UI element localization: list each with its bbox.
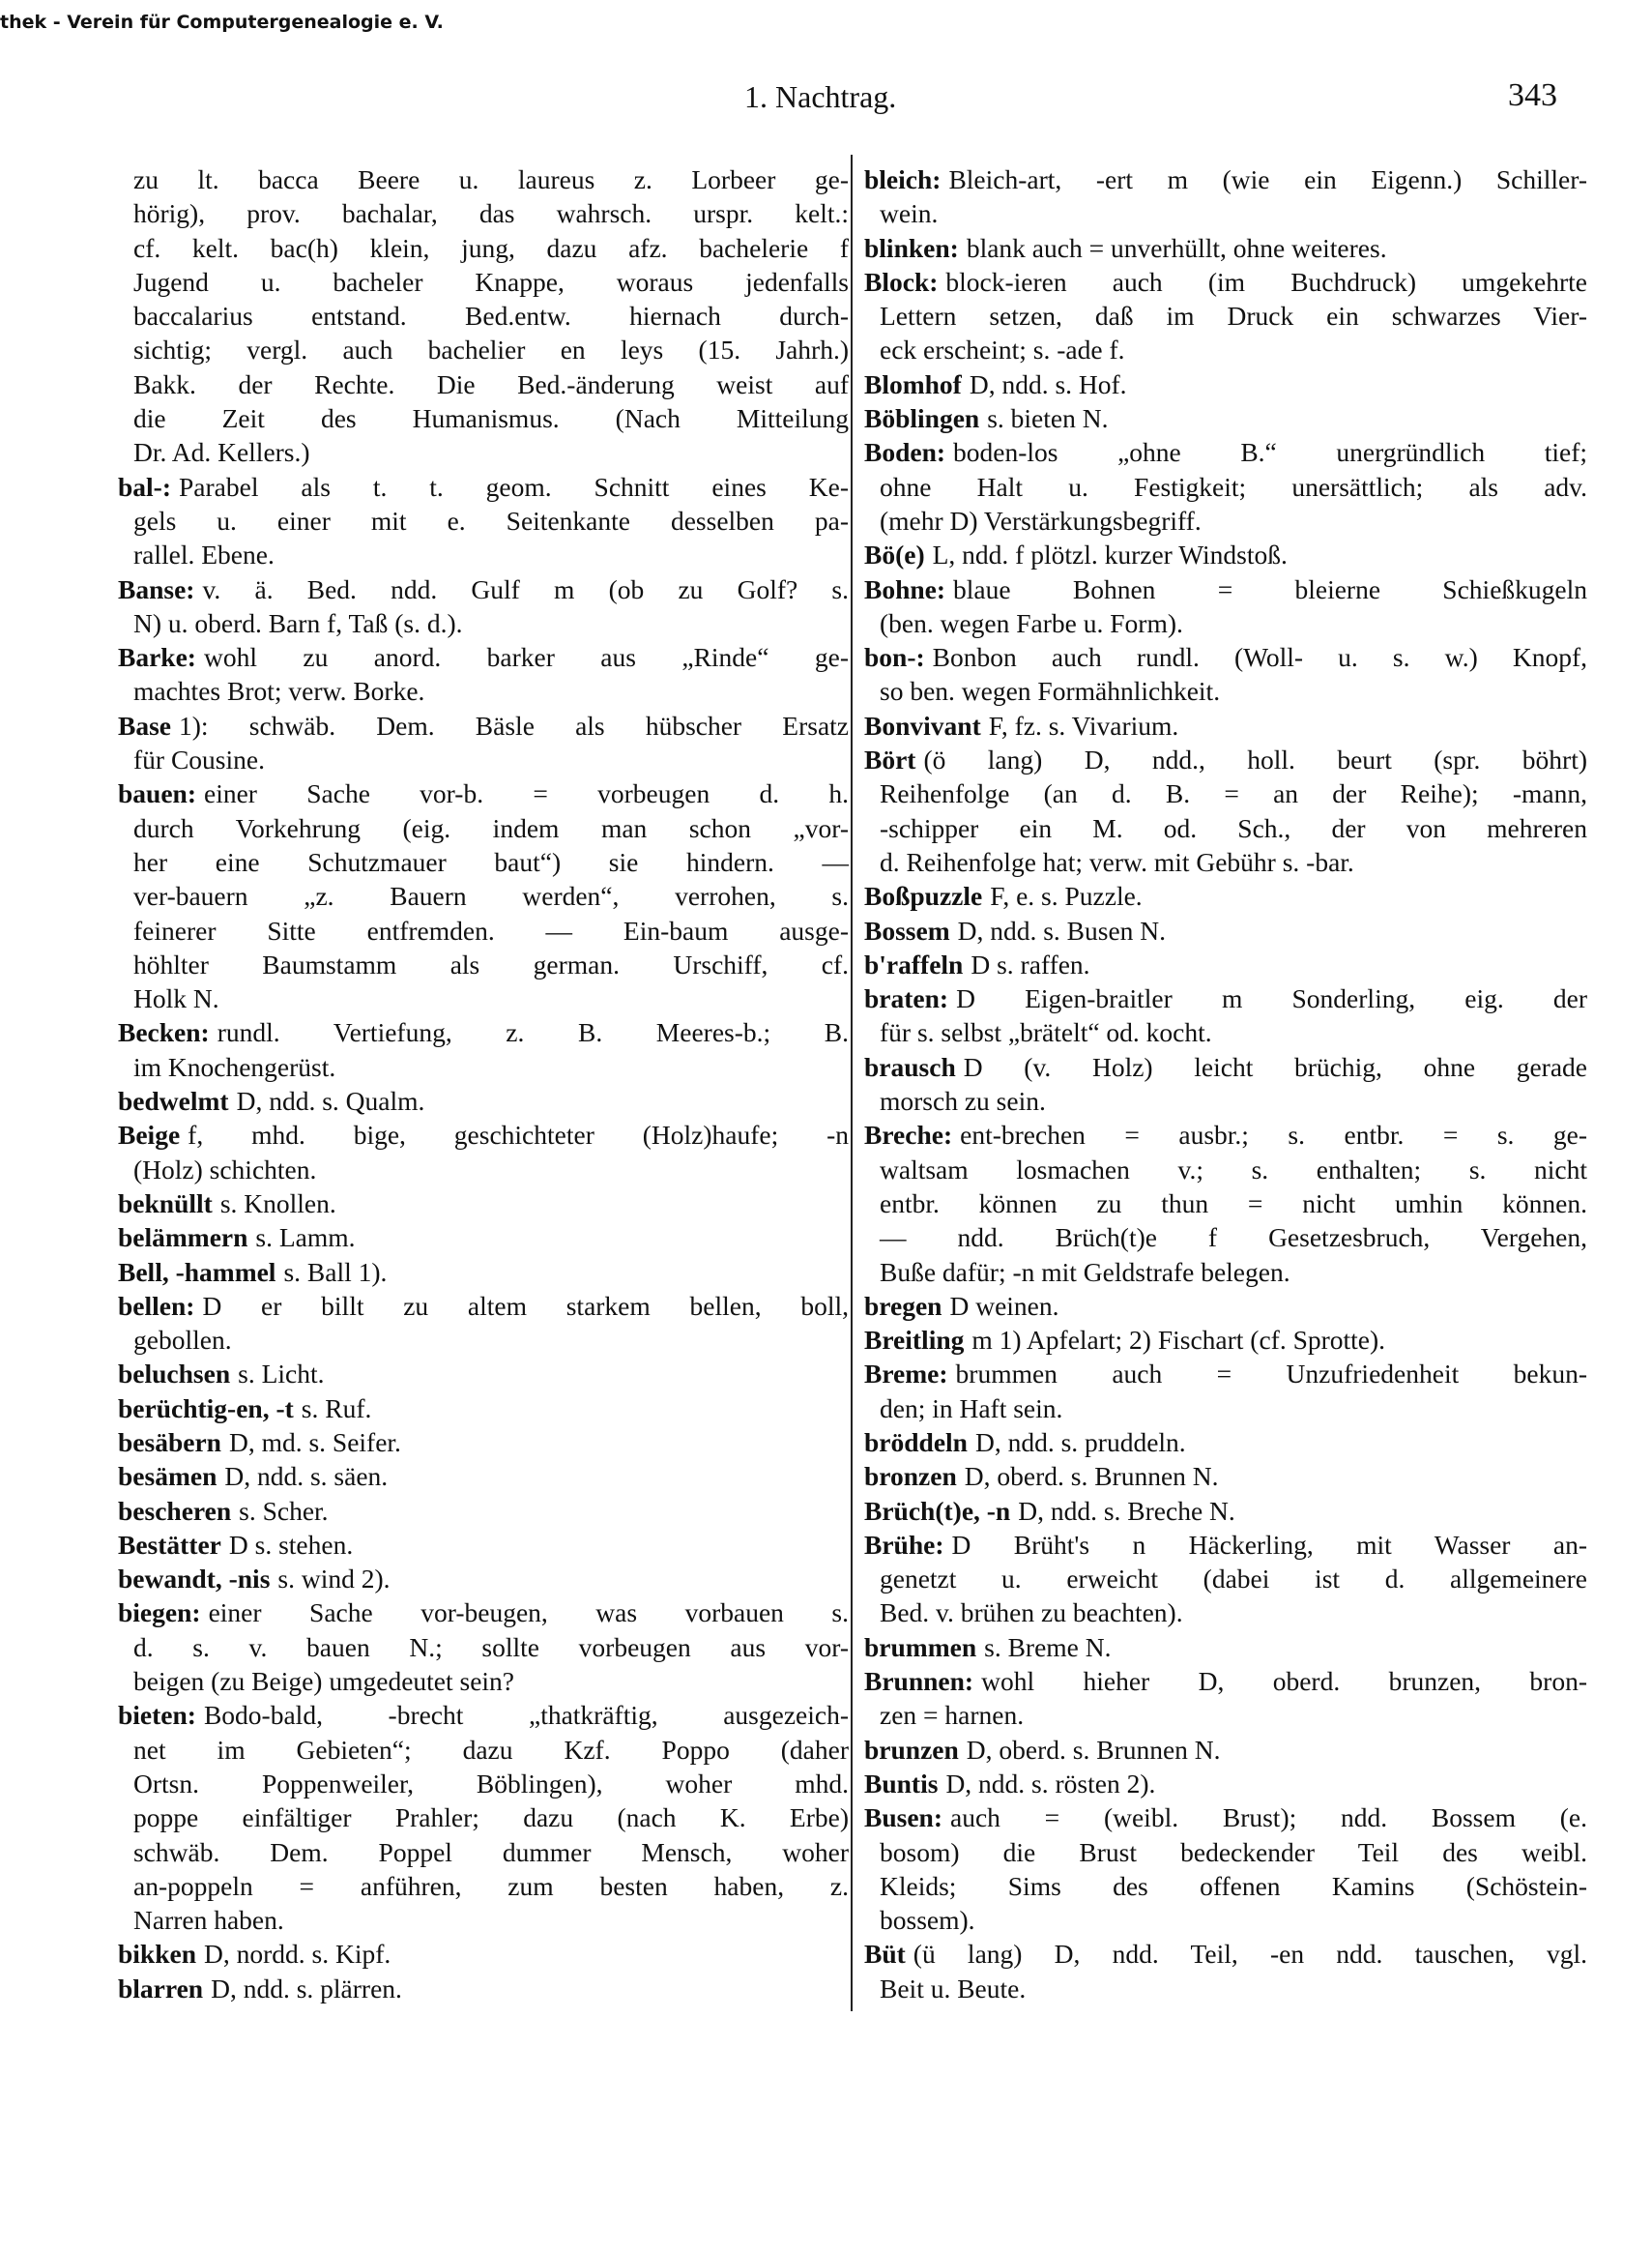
entry-text: für s. selbst „brätelt“ od. kocht. <box>880 1017 1212 1048</box>
entry-text: Bonbon auch rundl. (Woll- u. s. w.) Knopf, <box>932 642 1587 673</box>
entry-line <box>118 1220 849 1254</box>
continuation-line <box>118 879 849 913</box>
entry-text: brummen auch = Unzufriedenheit bekun- <box>955 1359 1587 1389</box>
entry-line <box>864 1494 1587 1528</box>
entry-text: (ö lang) D, ndd., holl. beurt (spr. böhrt) <box>923 745 1587 775</box>
entry-text: D, nordd. s. Kipf. <box>204 1939 391 1970</box>
headword: Brühe: <box>864 1529 944 1560</box>
entry-text: Buße dafür; -n mit Geldstrafe belegen. <box>880 1256 1290 1287</box>
entry-text: für Cousine. <box>133 745 265 775</box>
headword: belämmern <box>118 1222 248 1253</box>
headword: brunzen <box>864 1734 959 1765</box>
headword: bescheren <box>118 1495 232 1526</box>
headword: bedwelmt <box>118 1086 229 1117</box>
entry-text: entbr. können zu thun = nicht umhin können. <box>880 1187 1587 1218</box>
entry-text: rallel. Ebene. <box>133 540 275 570</box>
entry-line <box>864 162 1587 196</box>
continuation-line <box>118 1903 849 1937</box>
entry-text: d. Reihenfolge hat; verw. mit Gebühr s. -bar. <box>880 846 1354 877</box>
continuation-line <box>118 743 849 776</box>
entry-text: Narren haben. <box>133 1905 284 1936</box>
headword: brummen <box>864 1631 977 1662</box>
headword: besäbern <box>118 1426 221 1457</box>
entry-line <box>864 401 1587 435</box>
entry-text: s. Breme N. <box>984 1631 1112 1662</box>
continuation-line <box>864 1972 1587 2005</box>
entry-text: D, ndd. s. Breche N. <box>1018 1495 1235 1526</box>
entry-text: (mehr D) Verstärkungsbegriff. <box>880 505 1202 536</box>
headword: Becken: <box>118 1017 210 1048</box>
entry-text: f, mhd. bige, geschichteter (Holz)haufe; -n <box>188 1120 849 1151</box>
entry-line <box>864 948 1587 981</box>
entry-text: d. s. v. bauen N.; sollte vorbeugen aus vor- <box>133 1631 849 1662</box>
entry-text: Bodo-bald, -brecht „thatkräftig, ausgezeich- <box>203 1700 849 1731</box>
entry-text: zen = harnen. <box>880 1700 1025 1731</box>
continuation-line <box>864 1015 1587 1049</box>
entry-text: Bed. v. brühen zu beachten). <box>880 1597 1183 1628</box>
entry-line <box>864 1459 1587 1493</box>
entry-text: Ortsn. Poppenweiler, Böblingen), woher mhd. <box>133 1768 849 1799</box>
continuation-line <box>864 845 1587 879</box>
continuation-line <box>864 1835 1587 1869</box>
entry-text: D Brüht's n Häckerling, mit Wasser an- <box>951 1529 1587 1560</box>
entry-text: net im Gebieten“; dazu Kzf. Poppo (daher <box>133 1734 849 1765</box>
entry-line <box>118 1425 849 1459</box>
continuation-line <box>864 1562 1587 1595</box>
entry-line <box>118 1357 849 1390</box>
entry-line <box>864 1357 1587 1390</box>
entry-line <box>864 231 1587 265</box>
continuation-line <box>864 1186 1587 1220</box>
continuation-line <box>118 1153 849 1186</box>
headword: Büt <box>864 1939 906 1970</box>
entry-line <box>864 265 1587 299</box>
entry-text: N) u. oberd. Barn f, Taß (s. d.). <box>133 607 463 638</box>
continuation-line <box>864 1595 1587 1629</box>
entry-text: höhlter Baumstamm als german. Urschiff, cf. <box>133 949 849 980</box>
continuation-line <box>118 367 849 401</box>
entry-text: schwäb. Dem. Poppel dummer Mensch, woher <box>133 1836 849 1867</box>
headword: Breme: <box>864 1359 948 1389</box>
entry-text: einer Sache vor-beugen, was vorbauen s. <box>208 1597 849 1628</box>
headword: beknüllt <box>118 1187 213 1218</box>
column-divider <box>851 155 853 2011</box>
entry-line <box>118 1084 849 1118</box>
continuation-line <box>118 196 849 230</box>
entry-text: D, oberd. s. Brunnen N. <box>966 1734 1221 1765</box>
entry-line <box>118 1494 849 1528</box>
entry-line <box>118 1186 849 1220</box>
headword: brausch <box>864 1051 956 1082</box>
headword: blinken: <box>864 232 959 263</box>
entry-line <box>118 1698 849 1732</box>
headword: Base <box>118 710 171 741</box>
entry-line <box>864 879 1587 913</box>
entry-text: Parabel als t. t. geom. Schnitt eines Ke- <box>179 471 849 502</box>
entry-text: — ndd. Brüch(t)e f Gesetzesbruch, Vergehen, <box>880 1222 1587 1253</box>
entry-text: D s. stehen. <box>228 1529 354 1560</box>
continuation-line <box>118 914 849 948</box>
entry-text: Dr. Ad. Kellers.) <box>133 437 310 468</box>
continuation-line <box>864 811 1587 845</box>
headword: Brunnen: <box>864 1666 974 1697</box>
entry-text: blaue Bohnen = bleierne Schießkugeln <box>953 573 1587 604</box>
entry-text: die Zeit des Humanismus. (Nach Mitteilung <box>133 403 849 434</box>
headword: beluchsen <box>118 1359 231 1389</box>
headword: bieten: <box>118 1700 196 1731</box>
headword: bronzen <box>864 1461 957 1492</box>
entry-text: beigen (zu Beige) umgedeutet sein? <box>133 1666 515 1697</box>
entry-line <box>864 1425 1587 1459</box>
entry-line <box>864 1118 1587 1152</box>
entry-text: blank auch = unverhüllt, ohne weiteres. <box>966 232 1387 263</box>
headword: blarren <box>118 1973 204 2003</box>
headword: bewandt, -nis <box>118 1564 271 1594</box>
entry-text: D, ndd. s. Hof. <box>969 368 1127 399</box>
entry-line <box>118 1459 849 1493</box>
headword: Beige <box>118 1120 181 1151</box>
entry-text: D er billt zu altem starkem bellen, boll, <box>202 1290 849 1321</box>
headword: Bö(e) <box>864 540 925 570</box>
continuation-line <box>118 504 849 538</box>
entry-text: sichtig; vergl. auch bachelier en leys (15. Jahrh.) <box>133 335 849 366</box>
continuation-line <box>118 1800 849 1834</box>
entry-text: Reihenfolge (an d. B. = an der Reihe); -mann, <box>880 778 1587 809</box>
headword: Buntis <box>864 1768 939 1799</box>
entry-text: D, md. s. Seifer. <box>228 1426 401 1457</box>
headword: braten: <box>864 983 949 1014</box>
headword: bellen: <box>118 1290 195 1321</box>
entry-line <box>864 1630 1587 1664</box>
entry-text: s. Ball 1). <box>283 1256 388 1287</box>
entry-text: zu lt. bacca Beere u. laureus z. Lorbeer ge- <box>133 164 849 194</box>
headword: Banse: <box>118 573 195 604</box>
continuation-line <box>864 1903 1587 1937</box>
entry-text: im Knochengerüst. <box>133 1051 336 1082</box>
continuation-line <box>864 606 1587 640</box>
entry-line <box>118 776 849 810</box>
entry-line <box>118 709 849 743</box>
headword: Breitling <box>864 1325 965 1356</box>
headword: b'raffeln <box>864 949 964 980</box>
entry-text: Holk N. <box>133 983 219 1014</box>
entry-text: L, ndd. f plötzl. kurzer Windstoß. <box>932 540 1288 570</box>
headword: Bört <box>864 745 916 775</box>
entry-text: poppe einfältiger Prahler; dazu (nach K. Erbe) <box>133 1802 849 1833</box>
entry-text: einer Sache vor-b. = vorbeugen d. h. <box>204 778 849 809</box>
entry-text: -schipper ein M. od. Sch., der von mehreren <box>880 812 1587 843</box>
continuation-line <box>864 1255 1587 1289</box>
entry-text: (ben. wegen Farbe u. Form). <box>880 607 1183 638</box>
continuation-line <box>118 299 849 333</box>
watermark-text: thek - Verein für Computergenealogie e. V. <box>0 12 444 33</box>
continuation-line <box>864 1391 1587 1425</box>
entry-text: D, ndd. s. pruddeln. <box>974 1426 1186 1457</box>
entry-text: s. Licht. <box>238 1359 325 1389</box>
entry-text: eck erscheint; s. -ade f. <box>880 335 1125 366</box>
continuation-line <box>118 845 849 879</box>
entry-line <box>118 1391 849 1425</box>
entry-text: her eine Schutzmauer baut“) sie hindern. — <box>133 846 849 877</box>
entry-text: s. Lamm. <box>255 1222 356 1253</box>
entry-text: den; in Haft sein. <box>880 1392 1063 1423</box>
entry-line <box>864 367 1587 401</box>
entry-text: v. ä. Bed. ndd. Gulf m (ob zu Golf? s. <box>202 573 849 604</box>
entry-text: D (v. Holz) leicht brüchig, ohne gerade <box>963 1051 1587 1082</box>
entry-text: Beit u. Beute. <box>880 1973 1027 2003</box>
entry-text: cf. kelt. bac(h) klein, jung, dazu afz. bachelerie f <box>133 232 849 263</box>
entry-line <box>864 1800 1587 1834</box>
entry-text: wohl hieher D, oberd. brunzen, bron- <box>981 1666 1587 1697</box>
entry-text: D, ndd. s. Busen N. <box>957 915 1167 946</box>
entry-text: morsch zu sein. <box>880 1086 1046 1117</box>
entry-text: wohl zu anord. barker aus „Rinde“ ge- <box>203 642 849 673</box>
entry-line <box>864 981 1587 1015</box>
entry-text: durch Vorkehrung (eig. indem man schon „vor- <box>133 812 849 843</box>
continuation-line <box>118 538 849 571</box>
continuation-line <box>864 1220 1587 1254</box>
entry-text: Bleich-art, -ert m (wie ein Eigenn.) Schiller- <box>948 164 1587 194</box>
headword: Boßpuzzle <box>864 881 983 912</box>
entry-line <box>118 1289 849 1323</box>
headword: Busen: <box>864 1802 942 1833</box>
entry-text: wein. <box>880 198 939 229</box>
entry-text: an-poppeln = anführen, zum besten haben, z. <box>133 1870 849 1901</box>
entry-text: auch = (weibl. Brust); ndd. Bossem (e. <box>950 1802 1587 1833</box>
entry-text: Lettern setzen, daß im Druck ein schwarzes Vier- <box>880 301 1587 332</box>
entry-line <box>864 1528 1587 1562</box>
entry-text: 1): schwäb. Dem. Bäsle als hübscher Ersatz <box>179 710 849 741</box>
entry-line <box>864 538 1587 571</box>
entry-text: s. bieten N. <box>987 403 1109 434</box>
entry-text: ent-brechen = ausbr.; s. entbr. = s. ge- <box>960 1120 1587 1151</box>
continuation-line <box>118 1835 849 1869</box>
entry-text: D weinen. <box>949 1290 1059 1321</box>
entry-line <box>864 1050 1587 1084</box>
headword: berüchtig-en, -t <box>118 1392 294 1423</box>
left-column <box>118 162 849 2005</box>
right-column <box>864 162 1587 2005</box>
entry-text: Jugend u. bacheler Knappe, woraus jedenfalls <box>133 266 849 297</box>
headword: Breche: <box>864 1120 953 1151</box>
continuation-line <box>118 606 849 640</box>
entry-line <box>118 470 849 504</box>
continuation-line <box>118 1630 849 1664</box>
continuation-line <box>864 196 1587 230</box>
entry-text: machtes Brot; verw. Borke. <box>133 676 425 707</box>
entry-text: bosom) die Brust bedeckender Teil des weibl. <box>880 1836 1587 1867</box>
continuation-line <box>118 948 849 981</box>
headword: Block: <box>864 266 939 297</box>
headword: bregen <box>864 1290 942 1321</box>
entry-text: D, ndd. s. rösten 2). <box>945 1768 1156 1799</box>
continuation-line <box>118 1733 849 1767</box>
headword: bon-: <box>864 642 925 673</box>
page-number: 343 <box>1508 77 1557 113</box>
continuation-line <box>864 776 1587 810</box>
entry-text: ohne Halt u. Festigkeit; unersättlich; als adv. <box>880 471 1587 502</box>
entry-line <box>864 1733 1587 1767</box>
entry-line <box>864 914 1587 948</box>
headword: Bossem <box>864 915 950 946</box>
entry-text: D, ndd. s. Qualm. <box>236 1086 425 1117</box>
entry-text: D s. raffen. <box>971 949 1090 980</box>
entry-line <box>864 1937 1587 1971</box>
continuation-line <box>118 1323 849 1357</box>
entry-text: Kleids; Sims des offenen Kamins (Schöstein- <box>880 1870 1587 1901</box>
entry-text: F, fz. s. Vivarium. <box>988 710 1179 741</box>
continuation-line <box>864 674 1587 708</box>
entry-text: m 1) Apfelart; 2) Fischart (cf. Sprotte). <box>971 1325 1386 1356</box>
entry-line <box>864 640 1587 674</box>
headword: Böblingen <box>864 403 980 434</box>
continuation-line <box>118 265 849 299</box>
continuation-line <box>118 1050 849 1084</box>
entry-text: D, oberd. s. Brunnen N. <box>964 1461 1219 1492</box>
entry-line <box>864 1323 1587 1357</box>
entry-line <box>118 1015 849 1049</box>
entry-text: s. wind 2). <box>277 1564 391 1594</box>
entry-text: baccalarius entstand. Bed.entw. hiernach durch- <box>133 301 849 332</box>
headword: bal-: <box>118 471 171 502</box>
entry-line <box>118 640 849 674</box>
headword: bauen: <box>118 778 196 809</box>
headword: bikken <box>118 1939 197 1970</box>
continuation-line <box>864 504 1587 538</box>
continuation-line <box>864 1153 1587 1186</box>
headword: bröddeln <box>864 1426 968 1457</box>
entry-line <box>864 743 1587 776</box>
entry-text: D Eigen-braitler m Sonderling, eig. der <box>956 983 1587 1014</box>
continuation-line <box>864 299 1587 333</box>
headword: Barke: <box>118 642 196 673</box>
entry-text: rundl. Vertiefung, z. B. Meeres-b.; B. <box>217 1017 849 1048</box>
entry-text: s. Scher. <box>239 1495 329 1526</box>
entry-line <box>118 1118 849 1152</box>
entry-text: s. Knollen. <box>219 1187 336 1218</box>
headword: bleich: <box>864 164 942 194</box>
continuation-line <box>864 1869 1587 1903</box>
headword: Bohne: <box>864 573 946 604</box>
continuation-line <box>864 470 1587 504</box>
entry-line <box>118 1255 849 1289</box>
headword: besämen <box>118 1461 217 1492</box>
entry-line <box>118 1595 849 1629</box>
entry-text: genetzt u. erweicht (dabei ist d. allgemeinere <box>880 1564 1587 1594</box>
continuation-line <box>118 811 849 845</box>
entry-line <box>118 1562 849 1595</box>
entry-text: feinerer Sitte entfremden. — Ein-baum ausge- <box>133 915 849 946</box>
continuation-line <box>864 1084 1587 1118</box>
entry-line <box>118 1972 849 2005</box>
entry-text: gels u. einer mit e. Seitenkante desselben pa- <box>133 505 849 536</box>
entry-text: Bakk. der Rechte. Die Bed.-änderung weist auf <box>133 368 849 399</box>
entry-line <box>118 1528 849 1562</box>
entry-text: bossem). <box>880 1905 975 1936</box>
entry-text: (Holz) schichten. <box>133 1154 317 1184</box>
entry-text: waltsam losmachen v.; s. enthalten; s. nicht <box>880 1154 1587 1184</box>
entry-line <box>864 1664 1587 1698</box>
entry-text: s. Ruf. <box>301 1392 372 1423</box>
running-head: 1. Nachtrag. <box>744 79 897 114</box>
continuation-line <box>118 435 849 469</box>
continuation-line <box>118 333 849 366</box>
entry-line <box>118 572 849 606</box>
headword: Boden: <box>864 437 946 468</box>
continuation-line <box>118 1664 849 1698</box>
continuation-line <box>864 333 1587 366</box>
entry-text: D, ndd. s. plärren. <box>211 1973 402 2003</box>
headword: Bestätter <box>118 1529 221 1560</box>
entry-line <box>118 1937 849 1971</box>
entry-text: ver-bauern „z. Bauern werden“, verrohen, s. <box>133 881 849 912</box>
headword: biegen: <box>118 1597 201 1628</box>
entry-line <box>864 572 1587 606</box>
headword: Brüch(t)e, -n <box>864 1495 1011 1526</box>
continuation-line <box>118 231 849 265</box>
continuation-line <box>118 981 849 1015</box>
entry-text: boden-los „ohne B.“ unergründlich tief; <box>953 437 1587 468</box>
entry-line <box>864 1767 1587 1800</box>
continuation-line <box>864 1698 1587 1732</box>
entry-text: D, ndd. s. säen. <box>224 1461 389 1492</box>
entry-line <box>864 1289 1587 1323</box>
continuation-line <box>118 401 849 435</box>
continuation-line <box>118 1767 849 1800</box>
continuation-line <box>118 162 849 196</box>
headword: Bonvivant <box>864 710 981 741</box>
headword: Bell, -hammel <box>118 1256 276 1287</box>
entry-text: (ü lang) D, ndd. Teil, -en ndd. tauschen, vgl. <box>913 1939 1587 1970</box>
headword: Blomhof <box>864 368 962 399</box>
entry-text: hörig), prov. bachalar, das wahrsch. urspr. kelt.: <box>133 198 849 229</box>
entry-text: so ben. wegen Formähnlichkeit. <box>880 676 1221 707</box>
entry-line <box>864 709 1587 743</box>
entry-text: gebollen. <box>133 1325 232 1356</box>
entry-line <box>864 435 1587 469</box>
continuation-line <box>118 1869 849 1903</box>
entry-text: block-ieren auch (im Buchdruck) umgekehrte <box>945 266 1587 297</box>
entry-text: F, e. s. Puzzle. <box>990 881 1143 912</box>
continuation-line <box>118 674 849 708</box>
